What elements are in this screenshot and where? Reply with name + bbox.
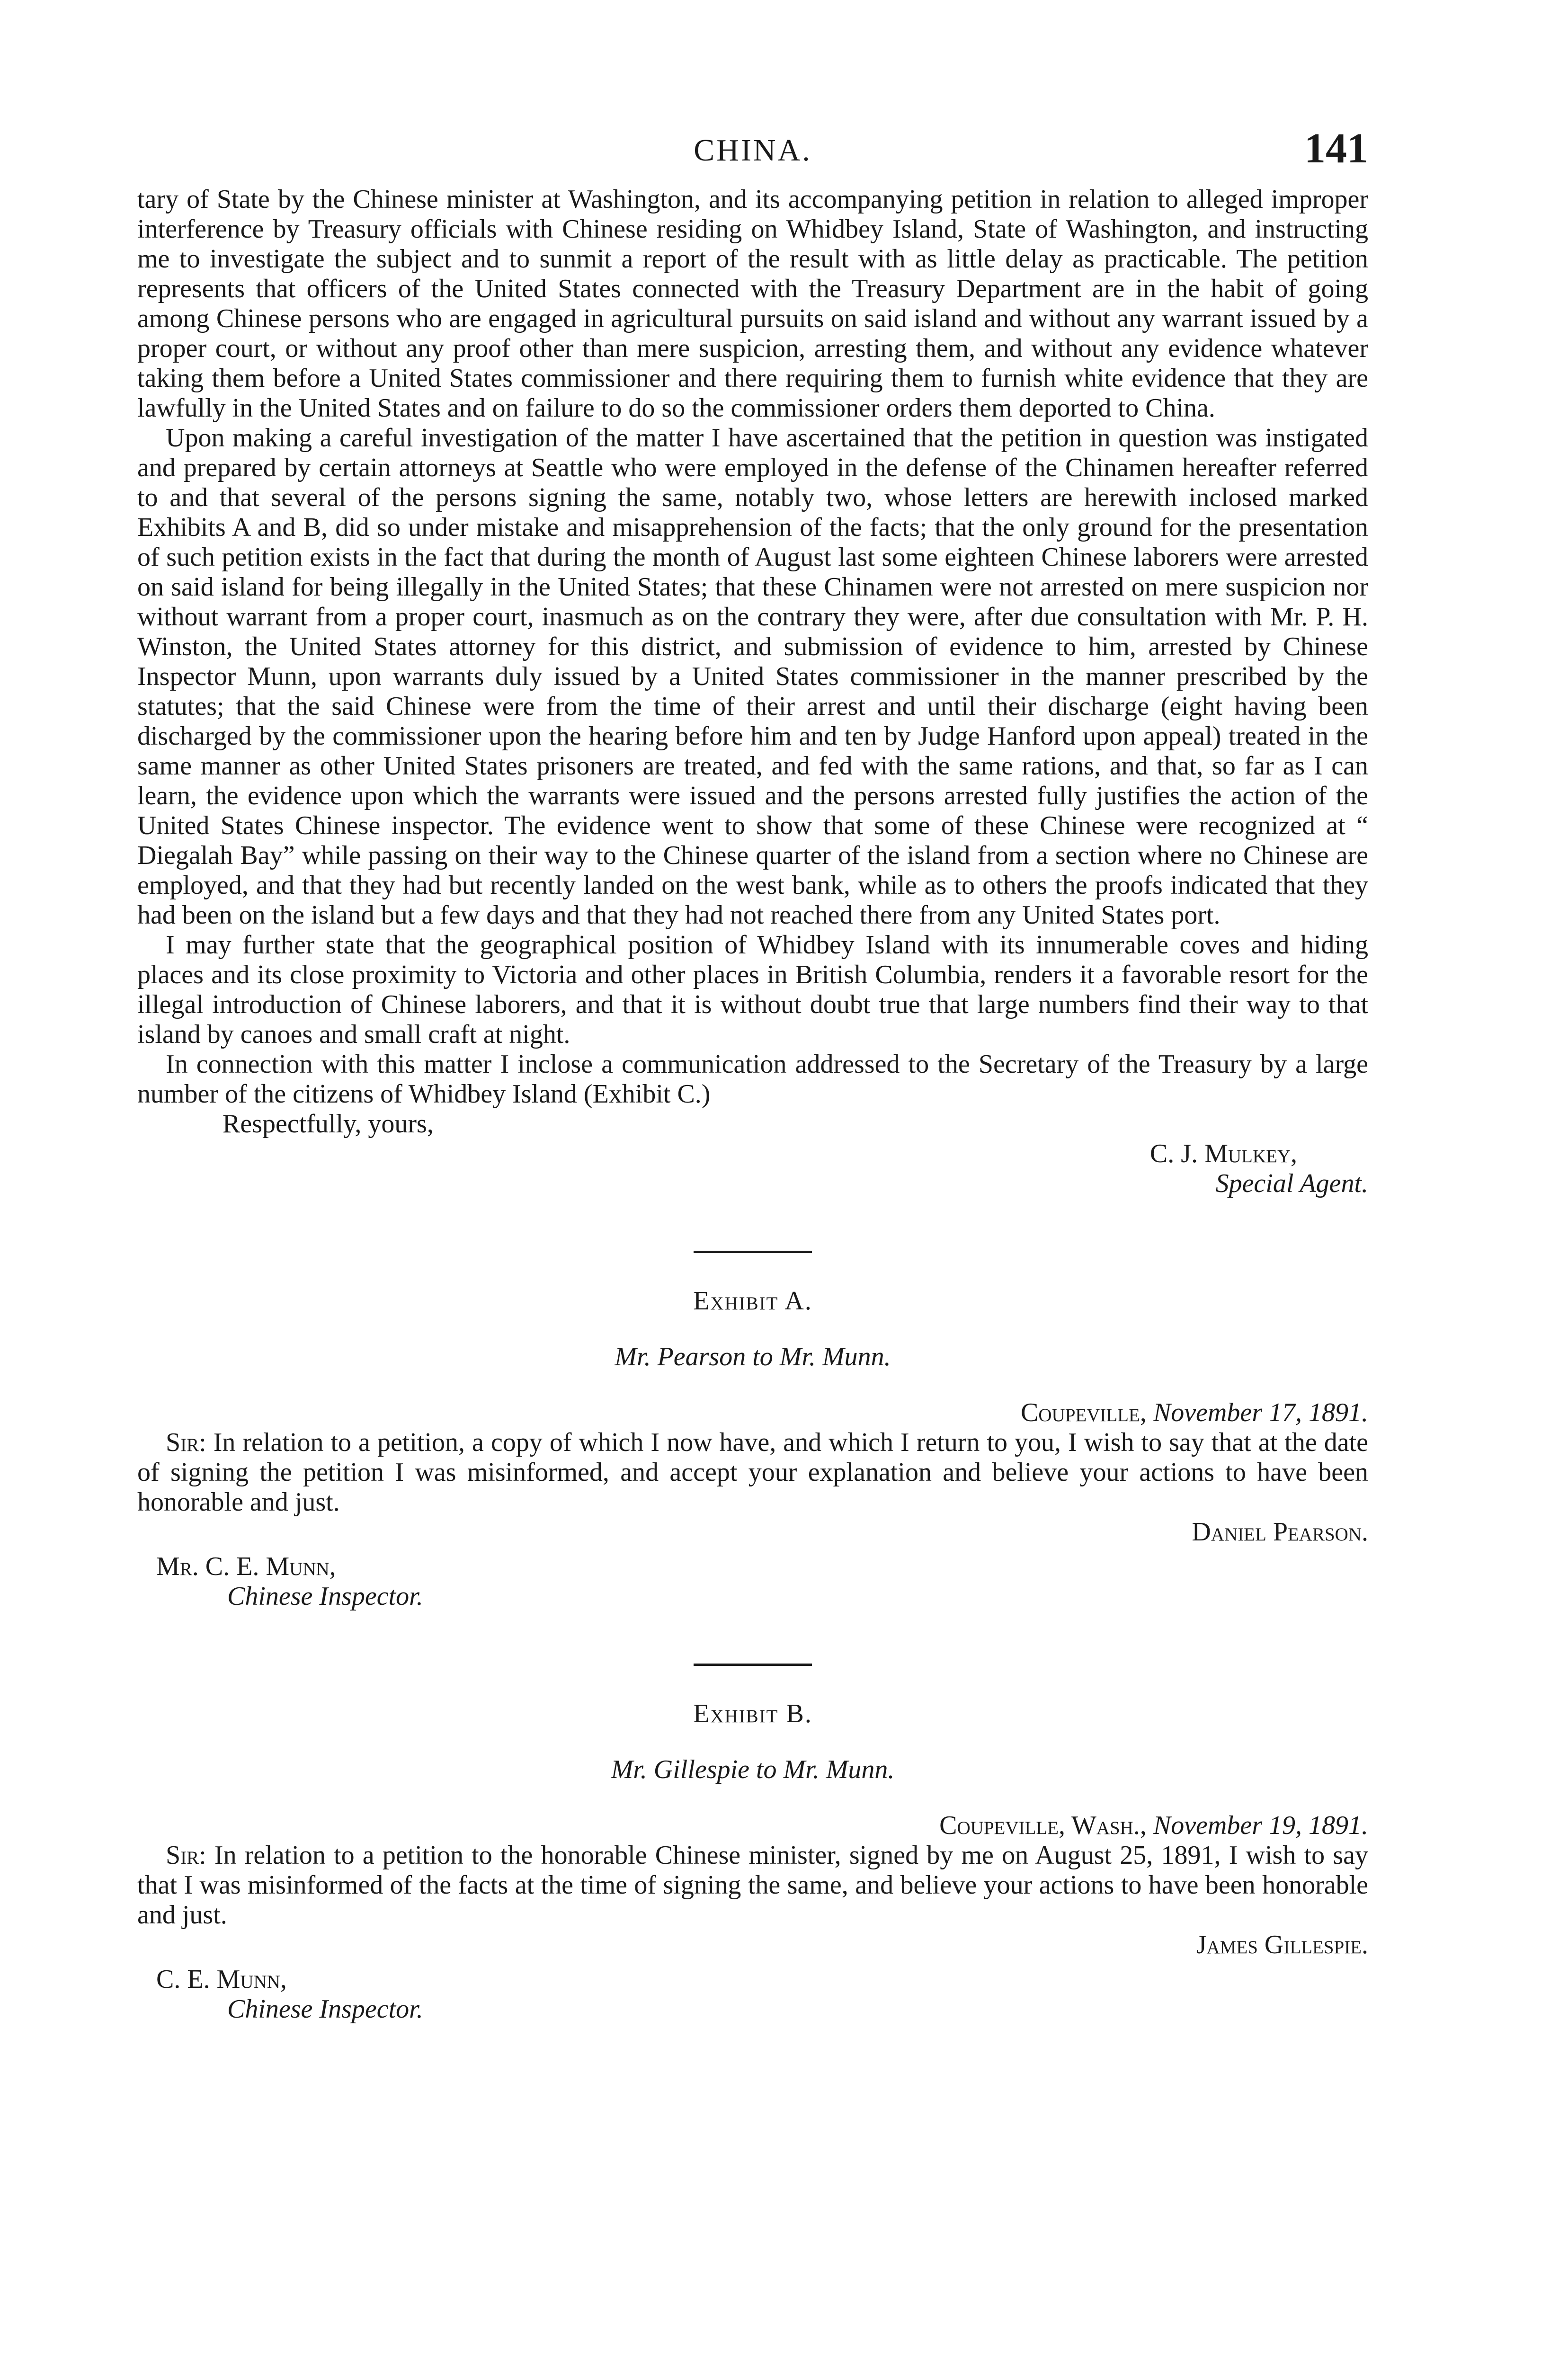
salutation: Sir:: [166, 1428, 206, 1457]
signer-name: C. J. Mulkey,: [1149, 1139, 1297, 1168]
dateline: [137, 1811, 1368, 1841]
exhibit-b: [137, 1699, 1368, 2024]
letter-heading: Mr. Pearson to Mr. Munn.: [615, 1342, 891, 1371]
exhibit-text: [137, 1841, 1368, 1930]
dateline-date: November 19, 1891.: [1153, 1811, 1368, 1840]
addressee: [137, 1552, 1368, 1611]
closing-salutation: Respectfully, yours,: [223, 1109, 434, 1139]
signature-block: [137, 1139, 1368, 1199]
section-divider: [694, 1251, 812, 1253]
letter-heading: Mr. Gillespie to Mr. Munn.: [611, 1755, 895, 1784]
addressee-title: Chinese Inspector.: [227, 1994, 423, 2024]
dateline-date: November 17, 1891.: [1153, 1398, 1368, 1427]
page-number: 141: [1304, 125, 1368, 172]
closing-line: [137, 1109, 1368, 1139]
exhibit-body: In relation to a petition to the honorable Chinese minister, signed by me on August 25, 1891, I wish to say that I was misinformed of the facts at the time of signing the same, and believe your actions to have been honorable and just.: [137, 1841, 1368, 1930]
salutation: Sir:: [166, 1841, 206, 1870]
section-divider: [694, 1664, 812, 1666]
exhibit-signature: Daniel Pearson.: [1192, 1517, 1368, 1547]
running-head: CHINA.: [694, 133, 812, 168]
page-header: [137, 125, 1368, 185]
dateline-place: Coupeville,: [1021, 1398, 1147, 1427]
exhibit-heading: Exhibit A.: [693, 1286, 812, 1316]
addressee: [137, 1965, 1368, 2024]
dateline-place: Coupeville, Wash.,: [939, 1811, 1147, 1840]
addressee-name: Mr. C. E. Munn,: [156, 1552, 336, 1581]
exhibit-signature: James Gillespie.: [1196, 1930, 1368, 1959]
exhibit-a: [137, 1286, 1368, 1611]
exhibit-text: [137, 1428, 1368, 1517]
addressee-title: Chinese Inspector.: [227, 1582, 423, 1611]
document-page: [137, 125, 1368, 2024]
body-paragraph: In connection with this matter I inclose a communication addressed to the Secretary of the Treasury by a large number of the citizens of Whidbey Island (Exhibit C.): [137, 1050, 1368, 1109]
dateline: [137, 1398, 1368, 1428]
exhibit-heading: Exhibit B.: [693, 1699, 812, 1728]
body-paragraph: tary of State by the Chinese minister at Washington, and its accompanying petition in relation to alleged improper interference by Treasury officials with Chinese residing on Whidbey Island, State of Washington, and instructing me to investigate the subject and to sunmit a report of the result with as little delay as practicable. The petition represents that officers of the United States connected with the Treasury Department are in the habit of going among Chinese persons who are engaged in agricultural pursuits on said island and without any warrant issued by a proper court, or without any proof other than mere suspicion, arresting them, and without any evidence whatever taking them before a United States commissioner and there requiring them to furnish white evidence that they are lawfully in the United States and on failure to do so the commissioner orders them deported to China.: [137, 185, 1368, 423]
body-paragraph: I may further state that the geographical position of Whidbey Island with its innumerable coves and hiding places and its close proximity to Victoria and other places in British Columbia, renders it a favorable resort for the illegal introduction of Chinese laborers, and that it is without doubt true that large numbers find their way to that island by canoes and small craft at night.: [137, 930, 1368, 1049]
body-paragraph: Upon making a careful investigation of the matter I have ascertained that the petition in question was instigated and prepared by certain attorneys at Seattle who were employed in the defense of the Chinamen hereafter referred to and that several of the persons signing the same, notably two, whose letters are herewith inclosed marked Exhibits A and B, did so under mistake and misapprehension of the facts; that the only ground for the presentation of such petition exists in the fact that during the month of August last some eighteen Chinese laborers were arrested on said island for being illegally in the United States; that these Chinamen were not arrested on mere suspicion nor without warrant from a proper court, inasmuch as on the contrary they were, after due consultation with Mr. P. H. Winston, the United States attorney for this district, and submission of evidence to him, arrested by Chinese Inspector Munn, upon warrants duly issued by a United States commissioner in the manner prescribed by the statutes; that the said Chinese were from the time of their arrest and until their discharge (eight having been discharged by the commissioner upon the hearing before him and ten by Judge Hanford upon appeal) treated in the same manner as other United States prisoners are treated, and fed with the same rations, and that, so far as I can learn, the evidence upon which the warrants were issued and the persons arrested fully justifies the action of the United States Chinese inspector. The evidence went to show that some of these Chinese were recognized at “ Diegalah Bay” while passing on their way to the Chinese quarter of the island from a section where no Chinese are employed, and that they had but recently landed on the west bank, while as to others the proofs indicated that they had been on the island but a few days and that they had not reached there from any United States port.: [137, 423, 1368, 930]
addressee-name: C. E. Munn,: [156, 1965, 287, 1994]
exhibit-body: In relation to a petition, a copy of which I now have, and which I return to you, I wish to say that at the date of signing the petition I was misinformed, and accept your explanation and believe your actions to have been honorable and just.: [137, 1428, 1368, 1517]
signer-title: Special Agent.: [1215, 1169, 1368, 1198]
letter-body: [137, 185, 1368, 1199]
